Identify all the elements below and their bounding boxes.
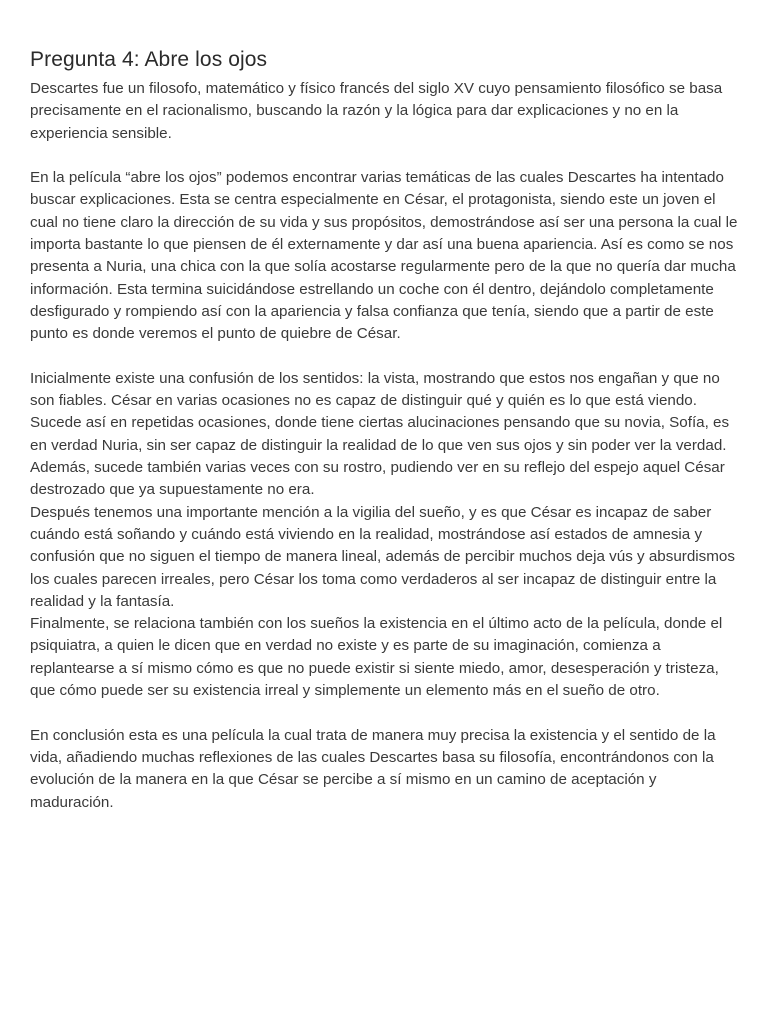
paragraph-film-summary: En la película “abre los ojos” podemos encontrar varias temáticas de las cuales Descartes ha intentado buscar explicaciones. Esta se centra especialmente en César, el protagonista, siendo este un joven el cual no tiene claro la dirección de su vida y sus propósitos, demostrándose así ser una persona la cual le importa bastante lo que piensen de él externamente y dar así una buena apariencia. Así es como se nos presenta a Nuria, una chica con la que solía acostarse regularmente pero de la que no quería dar mucha información. Esta termina suicidándose estrellando un coche con él dentro, dejándolo completamente desfigurado y rompiendo así con la apariencia y falsa confianza que tenía, siendo que a partir de este punto es donde veremos el punto de quiebre de César. bbox=[30, 169, 738, 343]
paragraph-spacer bbox=[30, 346, 742, 368]
paragraph-dream-vigil: Después tenemos una importante mención a la vigilia del sueño, y es que César es incapaz de saber cuándo está soñando y cuándo está viviendo en la realidad, mostrándose así estados de amnesia y confusión que no siguen el tiempo de manera lineal, además de percibir muchos deja vús y absurdismos los cuales parecen irreales, pero César los toma como verdaderos al ser incapaz de distinguir entre la realidad y la fantasía. bbox=[30, 503, 735, 610]
paragraph-existence: Finalmente, se relaciona también con los sueños la existencia en el último acto de la película, donde el psiquiatra, a quien le dicen que en verdad no existe y es parte de su imaginación, comienza a replantearse a sí mismo cómo es que no puede existir si siente miedo, amor, desesperación y tristeza, que cómo puede ser su existencia irreal y simplemente un elemento más en el sueño de otro. bbox=[30, 615, 723, 700]
document-title: Pregunta 4: Abre los ojos bbox=[30, 48, 268, 71]
paragraph-spacer bbox=[30, 145, 742, 167]
paragraph-conclusion: En conclusión esta es una película la cual trata de manera muy precisa la existencia y el sentido de la vida, añadiendo muchas reflexiones de las cuales Descartes basa su filosofía, encontrándonos con la evolución de la manera en la que César se percibe a sí mismo en un camino de aceptación y maduración. bbox=[30, 726, 716, 811]
document-page bbox=[30, 46, 742, 814]
paragraph-intro: Descartes fue un filosofo, matemático y físico francés del siglo XV cuyo pensamiento filosófico se basa precisamente en el racionalismo, buscando la razón y la lógica para dar explicaciones y no en la experiencia sensible. bbox=[30, 80, 723, 142]
paragraph-spacer bbox=[30, 702, 742, 724]
paragraph-senses: Inicialmente existe una confusión de los sentidos: la vista, mostrando que estos nos engañan y que no son fiables. César en varias ocasiones no es capaz de distinguir qué y quién es lo que está viendo. Sucede así en repetidas ocasiones, donde tiene ciertas alucinaciones pensando que su novia, Sofía, es en verdad Nuria, sin ser capaz de distinguir la realidad de lo que ven sus ojos y sin poder ver la verdad. Además, sucede también varias veces con su rostro, pudiendo ver en su reflejo del espejo aquel César destrozado que ya supuestamente no era. bbox=[30, 369, 730, 499]
